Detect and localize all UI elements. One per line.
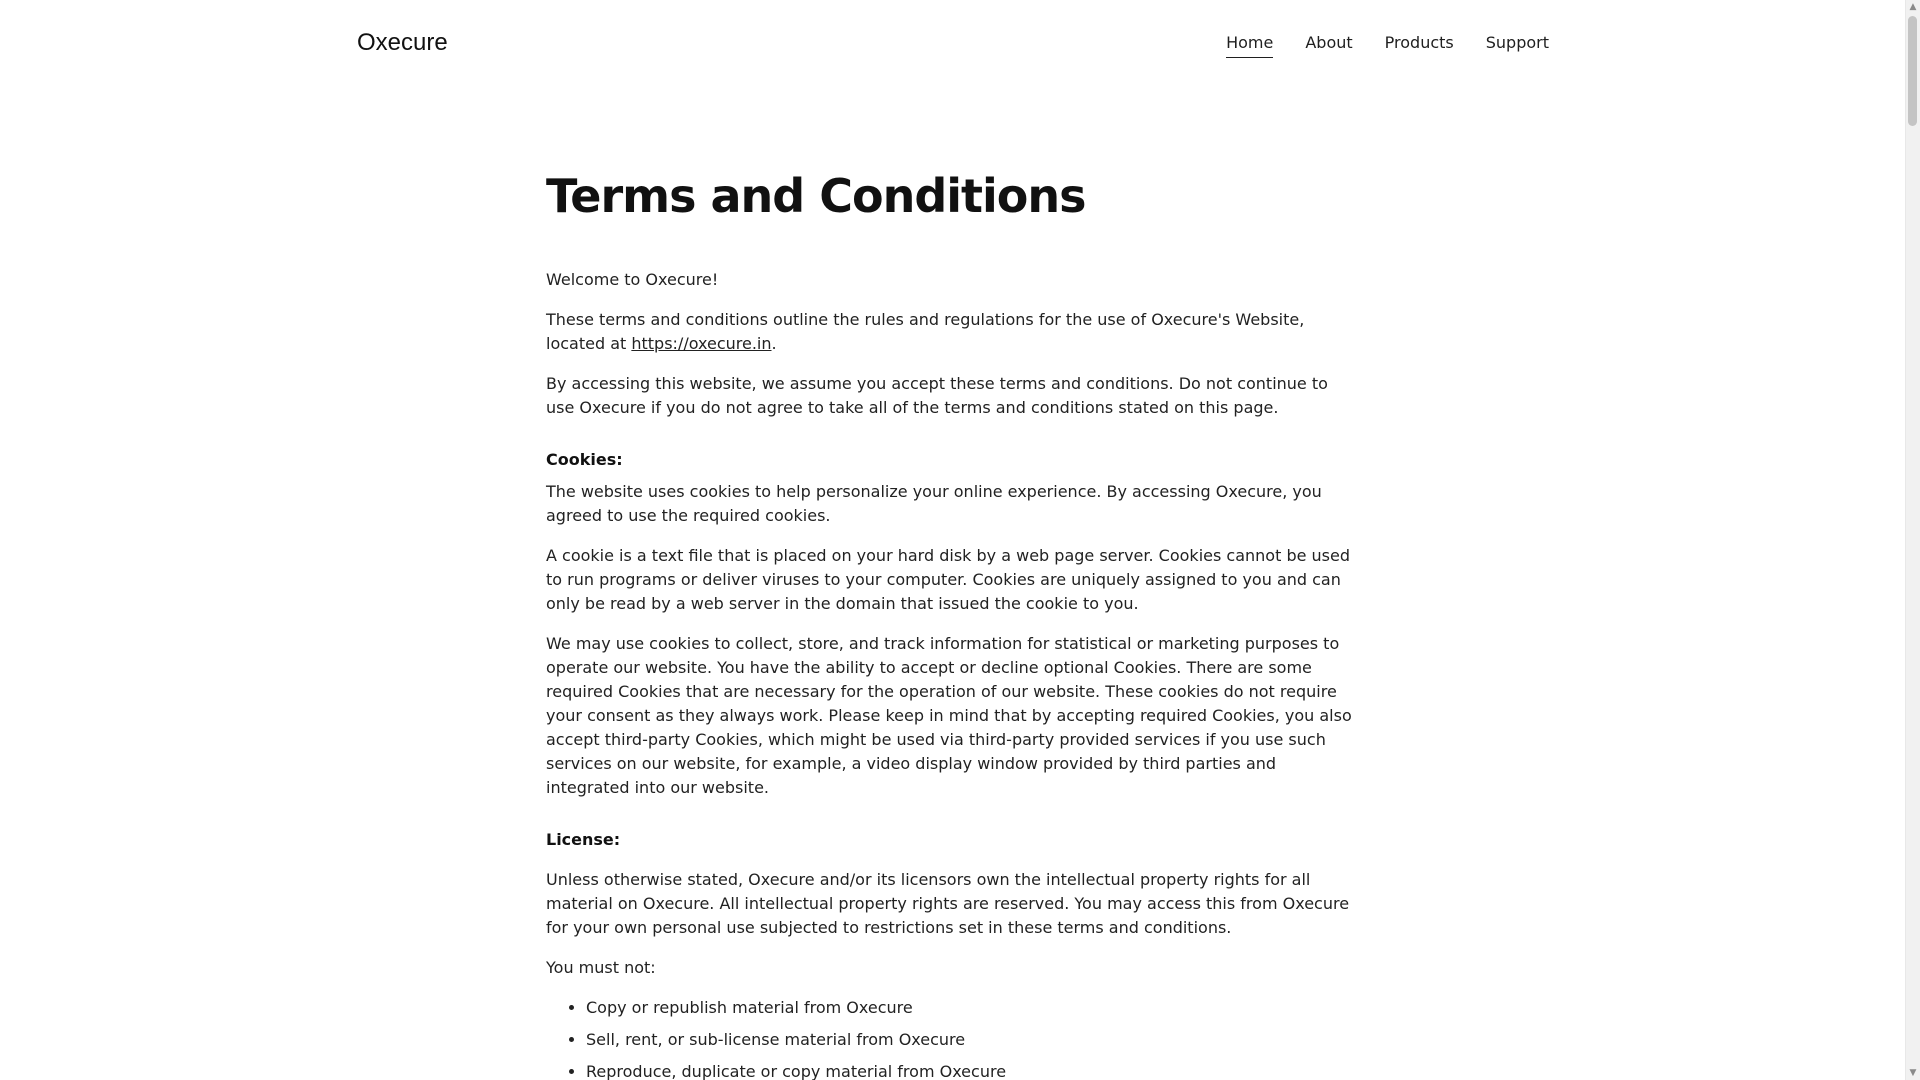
welcome-text: Welcome to Oxecure! bbox=[546, 270, 719, 289]
page-title: Terms and Conditions bbox=[546, 169, 1086, 223]
terms-content bbox=[546, 164, 1356, 1080]
scroll-up-arrow-icon[interactable]: ▲ bbox=[1909, 2, 1917, 12]
scroll-down-arrow-icon[interactable]: ▼ bbox=[1909, 1068, 1917, 1078]
list-item: • Copy or republish material from Oxecure bbox=[586, 996, 1356, 1020]
cookies-paragraph-1: The website uses cookies to help personalize your online experience. By accessing Oxecure, you agreed to use the required cookies. bbox=[546, 482, 1322, 525]
intro-text: These terms and conditions outline the rules and regulations for the use of Oxecure's Website, located at bbox=[546, 310, 1305, 353]
scrollbar-thumb[interactable] bbox=[1908, 16, 1917, 126]
intro-paragraph bbox=[546, 308, 1356, 356]
website-link[interactable]: https://oxecure.in bbox=[631, 334, 772, 353]
nav-products[interactable]: Products bbox=[1384, 33, 1454, 52]
license-paragraph: Unless otherwise stated, Oxecure and/or its licensors own the intellectual property rights for all material on Oxecure. All intellectual property rights are reserved. You may access this from Oxecure for your own personal use subjected to restrictions set in these terms and conditions. bbox=[546, 870, 1350, 937]
nav-support[interactable]: Support bbox=[1485, 33, 1549, 52]
main-nav bbox=[1226, 31, 1549, 58]
restrictions-list bbox=[546, 996, 1356, 1080]
cookies-heading: Cookies: bbox=[546, 450, 623, 469]
license-heading: License: bbox=[546, 830, 621, 849]
nav-about[interactable]: About bbox=[1305, 33, 1353, 52]
nav-home[interactable]: Home bbox=[1226, 31, 1273, 58]
vertical-scrollbar[interactable] bbox=[1905, 0, 1920, 1080]
must-not-text: You must not: bbox=[546, 958, 656, 977]
list-item: • Reproduce, duplicate or copy material from Oxecure bbox=[586, 1060, 1356, 1080]
cookies-paragraph-3: We may use cookies to collect, store, and track information for statistical or marketing purposes to operate our website. You have the ability to accept or decline optional Cookies. There are some required Cookies that are necessary for the operation of our website. These cookies do not require your consent as they always work. Please keep in mind that by accepting required Cookies, you also accept third-party Cookies, which might be used via third-party provided services if you use such services on our website, for example, a video display window provided by third parties and integrated into our website. bbox=[546, 634, 1352, 797]
site-header bbox=[357, 0, 1549, 86]
accept-paragraph: By accessing this website, we assume you accept these terms and conditions. Do not continue to use Oxecure if you do not agree to take all of the terms and conditions stated on this page. bbox=[546, 374, 1328, 417]
list-item: • Sell, rent, or sub-license material from Oxecure bbox=[586, 1028, 1356, 1052]
intro-period: . bbox=[771, 334, 777, 353]
site-logo[interactable]: Oxecure bbox=[357, 29, 448, 56]
cookies-paragraph-2: A cookie is a text file that is placed on your hard disk by a web page server. Cookies cannot be used to run programs or deliver viruses to your computer. Cookies are uniquely assigned to you and can only be read by a web server in the domain that issued the cookie to you. bbox=[546, 546, 1350, 613]
